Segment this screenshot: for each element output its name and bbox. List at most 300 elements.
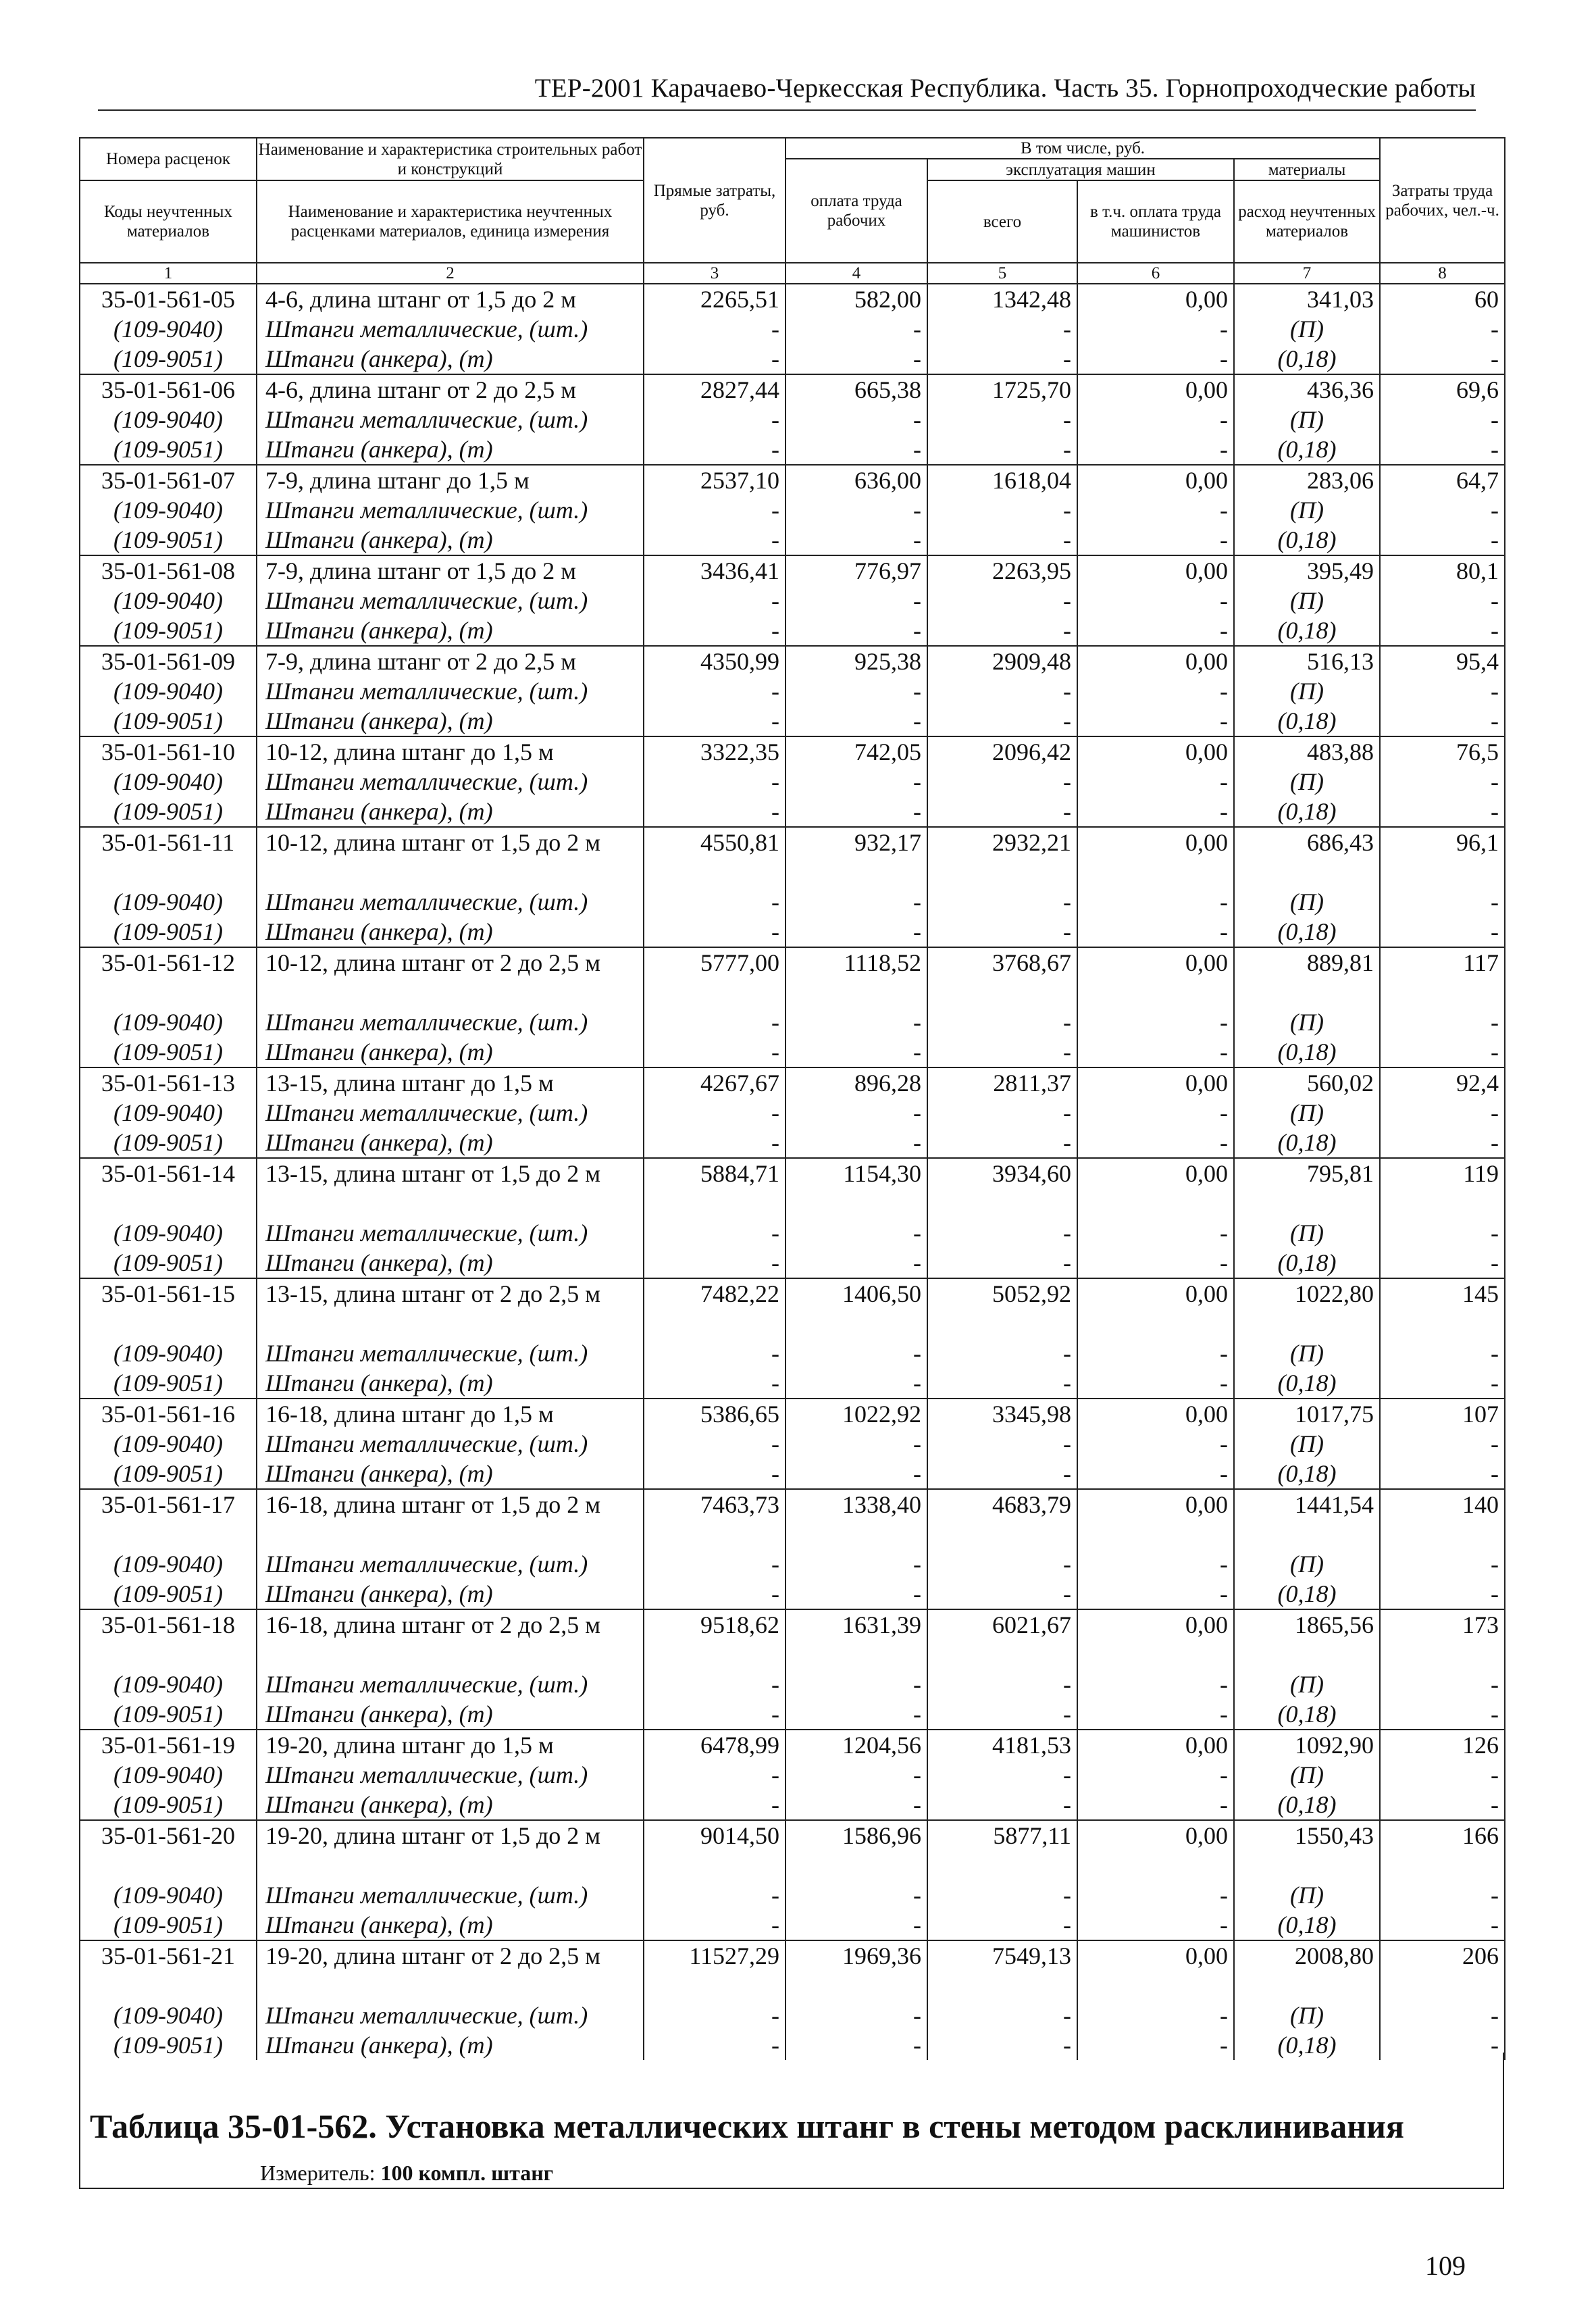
direct-costs: 5777,00	[644, 947, 786, 1007]
material-name: Штанги (анкера), (т)	[257, 1699, 644, 1730]
labor-dash: -	[1380, 1760, 1505, 1790]
material-name: Штанги металлические, (шт.)	[257, 1669, 644, 1699]
worker-wages-dash: -	[786, 1910, 927, 1940]
machinist-wages-dash: -	[1077, 1549, 1234, 1579]
machines-total-dash: -	[927, 2030, 1077, 2060]
table-row	[80, 1940, 1505, 2001]
machinist-wages-dash: -	[1077, 434, 1234, 465]
worker-wages: 1204,56	[786, 1730, 927, 1760]
worker-wages: 776,97	[786, 555, 927, 586]
material-sub-row	[80, 2001, 1505, 2030]
labor-hours: 60	[1380, 284, 1505, 314]
material-sub-row	[80, 1037, 1505, 1067]
material-usage: (П)	[1234, 1007, 1380, 1037]
machinist-wages-dash: -	[1077, 525, 1234, 555]
material-usage: (0,18)	[1234, 1248, 1380, 1278]
labor-dash: -	[1380, 1338, 1505, 1368]
material-name: Штанги металлические, (шт.)	[257, 1007, 644, 1037]
machines-total: 5052,92	[927, 1278, 1077, 1338]
page-number: 109	[1425, 2250, 1466, 2281]
direct-costs-dash: -	[644, 2001, 786, 2030]
machines-total-dash: -	[927, 1098, 1077, 1128]
worker-wages-dash: -	[786, 887, 927, 917]
material-code: (109-9040)	[80, 1098, 257, 1128]
material-sub-row	[80, 405, 1505, 434]
machines-total-dash: -	[927, 2001, 1077, 2030]
worker-wages-dash: -	[786, 314, 927, 344]
worker-wages: 636,00	[786, 465, 927, 495]
labor-dash: -	[1380, 1549, 1505, 1579]
direct-costs-dash: -	[644, 1098, 786, 1128]
column-number: 5	[927, 263, 1077, 284]
labor-hours: 145	[1380, 1278, 1505, 1338]
machines-total-dash: -	[927, 1128, 1077, 1158]
material-name: Штанги (анкера), (т)	[257, 917, 644, 947]
material-name: Штанги (анкера), (т)	[257, 1037, 644, 1067]
worker-wages-dash: -	[786, 1248, 927, 1278]
machinist-wages: 0,00	[1077, 555, 1234, 586]
labor-hours: 206	[1380, 1940, 1505, 2001]
material-usage: (П)	[1234, 2001, 1380, 2030]
rate-code: 35-01-561-19	[80, 1730, 257, 1760]
material-name: Штанги (анкера), (т)	[257, 615, 644, 646]
material-code: (109-9040)	[80, 405, 257, 434]
machinist-wages-dash: -	[1077, 767, 1234, 797]
material-name: Штанги металлические, (шт.)	[257, 405, 644, 434]
column-number: 3	[644, 263, 786, 284]
material-sub-row	[80, 1760, 1505, 1790]
col-machines-total-header: всего	[927, 180, 1077, 263]
worker-wages-dash: -	[786, 1218, 927, 1248]
worker-wages-dash: -	[786, 797, 927, 827]
material-name: Штанги металлические, (шт.)	[257, 586, 644, 615]
material-name: Штанги (анкера), (т)	[257, 1128, 644, 1158]
worker-wages: 665,38	[786, 374, 927, 405]
direct-costs-dash: -	[644, 1790, 786, 1820]
machinist-wages: 0,00	[1077, 736, 1234, 767]
rate-code: 35-01-561-14	[80, 1158, 257, 1218]
labor-hours: 69,6	[1380, 374, 1505, 405]
labor-hours: 107	[1380, 1399, 1505, 1429]
col-work-name-header: Наименование и характеристика строительных работ и конструкций	[257, 138, 644, 180]
machines-total-dash: -	[927, 1579, 1077, 1609]
labor-dash: -	[1380, 586, 1505, 615]
machinist-wages-dash: -	[1077, 586, 1234, 615]
material-name: Штанги металлические, (шт.)	[257, 1218, 644, 1248]
worker-wages: 1969,36	[786, 1940, 927, 2001]
machinist-wages: 0,00	[1077, 1278, 1234, 1338]
materials-cost: 1092,90	[1234, 1730, 1380, 1760]
material-code: (109-9051)	[80, 917, 257, 947]
machinist-wages: 0,00	[1077, 1067, 1234, 1098]
machines-total-dash: -	[927, 1037, 1077, 1067]
material-code: (109-9051)	[80, 1368, 257, 1399]
worker-wages: 932,17	[786, 827, 927, 887]
machines-total-dash: -	[927, 434, 1077, 465]
direct-costs-dash: -	[644, 1368, 786, 1399]
material-sub-row	[80, 917, 1505, 947]
material-code: (109-9051)	[80, 434, 257, 465]
material-usage: (П)	[1234, 314, 1380, 344]
labor-hours: 64,7	[1380, 465, 1505, 495]
material-usage: (П)	[1234, 676, 1380, 706]
direct-costs-dash: -	[644, 2030, 786, 2060]
material-sub-row	[80, 1098, 1505, 1128]
material-code: (109-9040)	[80, 1880, 257, 1910]
material-code: (109-9040)	[80, 676, 257, 706]
rate-code: 35-01-561-17	[80, 1489, 257, 1549]
material-sub-row	[80, 887, 1505, 917]
material-sub-row	[80, 1579, 1505, 1609]
machinist-wages-dash: -	[1077, 1098, 1234, 1128]
material-usage: (П)	[1234, 1880, 1380, 1910]
material-usage: (0,18)	[1234, 706, 1380, 736]
labor-dash: -	[1380, 525, 1505, 555]
work-name: 19-20, длина штанг от 2 до 2,5 м	[257, 1940, 644, 2001]
machines-total-dash: -	[927, 615, 1077, 646]
direct-costs-dash: -	[644, 1128, 786, 1158]
material-code: (109-9040)	[80, 767, 257, 797]
rate-code: 35-01-561-08	[80, 555, 257, 586]
machines-total-dash: -	[927, 1910, 1077, 1940]
labor-hours: 76,5	[1380, 736, 1505, 767]
labor-dash: -	[1380, 2001, 1505, 2030]
work-name: 4-6, длина штанг от 1,5 до 2 м	[257, 284, 644, 314]
material-sub-row	[80, 1699, 1505, 1730]
machines-total: 4683,79	[927, 1489, 1077, 1549]
table-row	[80, 1158, 1505, 1218]
machines-total: 2932,21	[927, 827, 1077, 887]
machines-total: 3345,98	[927, 1399, 1077, 1429]
machinist-wages: 0,00	[1077, 1158, 1234, 1218]
direct-costs-dash: -	[644, 706, 786, 736]
group-machines-header: эксплуатация машин	[927, 159, 1234, 180]
worker-wages-dash: -	[786, 1338, 927, 1368]
material-code: (109-9040)	[80, 1338, 257, 1368]
work-name: 10-12, длина штанг до 1,5 м	[257, 736, 644, 767]
rates-table	[79, 137, 1505, 2060]
material-name: Штанги (анкера), (т)	[257, 706, 644, 736]
machinist-wages: 0,00	[1077, 465, 1234, 495]
direct-costs-dash: -	[644, 405, 786, 434]
machinist-wages: 0,00	[1077, 1489, 1234, 1549]
labor-dash: -	[1380, 1910, 1505, 1940]
material-usage: (0,18)	[1234, 1790, 1380, 1820]
direct-costs-dash: -	[644, 797, 786, 827]
material-code: (109-9040)	[80, 887, 257, 917]
direct-costs-dash: -	[644, 1760, 786, 1790]
worker-wages-dash: -	[786, 1007, 927, 1037]
direct-costs-dash: -	[644, 676, 786, 706]
material-code: (109-9051)	[80, 1910, 257, 1940]
material-usage: (0,18)	[1234, 1037, 1380, 1067]
worker-wages: 582,00	[786, 284, 927, 314]
machinist-wages-dash: -	[1077, 1128, 1234, 1158]
direct-costs: 7463,73	[644, 1489, 786, 1549]
material-sub-row	[80, 525, 1505, 555]
direct-costs: 2265,51	[644, 284, 786, 314]
direct-costs-dash: -	[644, 887, 786, 917]
material-code: (109-9051)	[80, 1790, 257, 1820]
material-sub-row	[80, 1669, 1505, 1699]
material-code: (109-9051)	[80, 525, 257, 555]
machinist-wages-dash: -	[1077, 1790, 1234, 1820]
material-name: Штанги (анкера), (т)	[257, 1368, 644, 1399]
rate-code: 35-01-561-21	[80, 1940, 257, 2001]
material-name: Штанги (анкера), (т)	[257, 1579, 644, 1609]
worker-wages-dash: -	[786, 2001, 927, 2030]
material-sub-row	[80, 495, 1505, 525]
direct-costs-dash: -	[644, 344, 786, 374]
material-sub-row	[80, 1549, 1505, 1579]
direct-costs-dash: -	[644, 1699, 786, 1730]
material-code: (109-9051)	[80, 1248, 257, 1278]
material-name: Штанги (анкера), (т)	[257, 1910, 644, 1940]
worker-wages-dash: -	[786, 1669, 927, 1699]
worker-wages-dash: -	[786, 434, 927, 465]
direct-costs-dash: -	[644, 586, 786, 615]
material-code: (109-9040)	[80, 1218, 257, 1248]
labor-dash: -	[1380, 1790, 1505, 1820]
labor-hours: 95,4	[1380, 646, 1505, 676]
machinist-wages-dash: -	[1077, 1248, 1234, 1278]
machines-total-dash: -	[927, 405, 1077, 434]
materials-cost: 341,03	[1234, 284, 1380, 314]
materials-cost: 2008,80	[1234, 1940, 1380, 2001]
col-machinist-wages-header: в т.ч. оплата труда машинистов	[1077, 180, 1234, 263]
material-usage: (0,18)	[1234, 615, 1380, 646]
material-sub-row	[80, 1128, 1505, 1158]
worker-wages-dash: -	[786, 1549, 927, 1579]
material-usage: (П)	[1234, 1549, 1380, 1579]
rate-code: 35-01-561-10	[80, 736, 257, 767]
direct-costs-dash: -	[644, 1218, 786, 1248]
machines-total: 2811,37	[927, 1067, 1077, 1098]
direct-costs-dash: -	[644, 1910, 786, 1940]
work-name: 7-9, длина штанг до 1,5 м	[257, 465, 644, 495]
labor-hours: 92,4	[1380, 1067, 1505, 1098]
machinist-wages-dash: -	[1077, 1880, 1234, 1910]
machines-total: 7549,13	[927, 1940, 1077, 2001]
machinist-wages: 0,00	[1077, 1399, 1234, 1429]
work-name: 13-15, длина штанг от 2 до 2,5 м	[257, 1278, 644, 1338]
direct-costs-dash: -	[644, 1338, 786, 1368]
labor-dash: -	[1380, 405, 1505, 434]
machines-total-dash: -	[927, 1429, 1077, 1459]
labor-dash: -	[1380, 1007, 1505, 1037]
machines-total-dash: -	[927, 495, 1077, 525]
material-usage: (0,18)	[1234, 797, 1380, 827]
material-usage: (0,18)	[1234, 1910, 1380, 1940]
material-sub-row	[80, 344, 1505, 374]
material-name: Штанги (анкера), (т)	[257, 797, 644, 827]
material-usage: (0,18)	[1234, 1368, 1380, 1399]
col-rate-numbers-header: Номера расценок	[80, 138, 257, 180]
machines-total: 5877,11	[927, 1820, 1077, 1880]
machinist-wages-dash: -	[1077, 1579, 1234, 1609]
material-code: (109-9040)	[80, 1549, 257, 1579]
rate-code: 35-01-561-16	[80, 1399, 257, 1429]
machinist-wages-dash: -	[1077, 314, 1234, 344]
machines-total-dash: -	[927, 767, 1077, 797]
material-usage: (0,18)	[1234, 434, 1380, 465]
material-usage: (П)	[1234, 1098, 1380, 1128]
work-name: 7-9, длина штанг от 1,5 до 2 м	[257, 555, 644, 586]
worker-wages-dash: -	[786, 344, 927, 374]
material-usage: (0,18)	[1234, 344, 1380, 374]
worker-wages-dash: -	[786, 586, 927, 615]
worker-wages-dash: -	[786, 1760, 927, 1790]
material-code: (109-9051)	[80, 615, 257, 646]
next-table-title: Таблица 35-01-562. Установка металлических штанг в стены методом расклинивания	[90, 2107, 1404, 2145]
work-name: 4-6, длина штанг от 2 до 2,5 м	[257, 374, 644, 405]
labor-hours: 96,1	[1380, 827, 1505, 887]
material-sub-row	[80, 615, 1505, 646]
table-row	[80, 646, 1505, 676]
material-usage: (0,18)	[1234, 2030, 1380, 2060]
material-usage: (0,18)	[1234, 917, 1380, 947]
material-name: Штанги металлические, (шт.)	[257, 1338, 644, 1368]
materials-cost: 516,13	[1234, 646, 1380, 676]
worker-wages-dash: -	[786, 525, 927, 555]
machinist-wages-dash: -	[1077, 1669, 1234, 1699]
table-row	[80, 736, 1505, 767]
worker-wages-dash: -	[786, 1429, 927, 1459]
table-row	[80, 1609, 1505, 1669]
machines-total-dash: -	[927, 1007, 1077, 1037]
machinist-wages-dash: -	[1077, 1338, 1234, 1368]
table-body	[80, 284, 1505, 2060]
labor-dash: -	[1380, 344, 1505, 374]
rate-code: 35-01-561-20	[80, 1820, 257, 1880]
machines-total: 2096,42	[927, 736, 1077, 767]
machinist-wages: 0,00	[1077, 646, 1234, 676]
worker-wages: 1631,39	[786, 1609, 927, 1669]
unit-value: 100 компл. штанг	[380, 2161, 554, 2185]
labor-dash: -	[1380, 1098, 1505, 1128]
rates-table-wrap	[79, 137, 1504, 2060]
material-name: Штанги (анкера), (т)	[257, 525, 644, 555]
table-header	[80, 138, 1505, 284]
column-number: 8	[1380, 263, 1505, 284]
material-usage: (П)	[1234, 495, 1380, 525]
rate-code: 35-01-561-09	[80, 646, 257, 676]
worker-wages: 1118,52	[786, 947, 927, 1007]
machinist-wages-dash: -	[1077, 2030, 1234, 2060]
work-name: 10-12, длина штанг от 2 до 2,5 м	[257, 947, 644, 1007]
machines-total: 4181,53	[927, 1730, 1077, 1760]
column-numbers-row	[80, 263, 1505, 284]
material-usage: (0,18)	[1234, 1128, 1380, 1158]
material-sub-row	[80, 314, 1505, 344]
table-row	[80, 374, 1505, 405]
machines-total-dash: -	[927, 1338, 1077, 1368]
direct-costs: 7482,22	[644, 1278, 786, 1338]
col-material-usage-header: расход неучтенных материалов	[1234, 180, 1380, 263]
direct-costs-dash: -	[644, 525, 786, 555]
machines-total-dash: -	[927, 1368, 1077, 1399]
material-sub-row	[80, 1459, 1505, 1489]
worker-wages-dash: -	[786, 1459, 927, 1489]
material-name: Штанги металлические, (шт.)	[257, 1760, 644, 1790]
column-number: 4	[786, 263, 927, 284]
table-row	[80, 1820, 1505, 1880]
worker-wages-dash: -	[786, 1880, 927, 1910]
machines-total-dash: -	[927, 1218, 1077, 1248]
machinist-wages-dash: -	[1077, 1007, 1234, 1037]
machinist-wages-dash: -	[1077, 615, 1234, 646]
table-row	[80, 284, 1505, 314]
materials-cost: 483,88	[1234, 736, 1380, 767]
material-usage: (П)	[1234, 767, 1380, 797]
direct-costs: 11527,29	[644, 1940, 786, 2001]
material-usage: (П)	[1234, 1669, 1380, 1699]
materials-cost: 795,81	[1234, 1158, 1380, 1218]
rate-code: 35-01-561-05	[80, 284, 257, 314]
labor-dash: -	[1380, 615, 1505, 646]
materials-cost: 1017,75	[1234, 1399, 1380, 1429]
material-code: (109-9040)	[80, 1007, 257, 1037]
col-missing-codes-header: Коды неучтенных материалов	[80, 180, 257, 263]
machines-total-dash: -	[927, 797, 1077, 827]
rate-code: 35-01-561-15	[80, 1278, 257, 1338]
material-code: (109-9051)	[80, 2030, 257, 2060]
worker-wages: 742,05	[786, 736, 927, 767]
work-name: 19-20, длина штанг до 1,5 м	[257, 1730, 644, 1760]
machinist-wages: 0,00	[1077, 827, 1234, 887]
material-sub-row	[80, 1429, 1505, 1459]
labor-dash: -	[1380, 1699, 1505, 1730]
labor-dash: -	[1380, 767, 1505, 797]
labor-hours: 126	[1380, 1730, 1505, 1760]
material-sub-row	[80, 706, 1505, 736]
materials-cost: 1441,54	[1234, 1489, 1380, 1549]
material-code: (109-9051)	[80, 706, 257, 736]
rate-code: 35-01-561-12	[80, 947, 257, 1007]
labor-dash: -	[1380, 314, 1505, 344]
material-sub-row	[80, 1218, 1505, 1248]
rate-code: 35-01-561-13	[80, 1067, 257, 1098]
table-row	[80, 1730, 1505, 1760]
machinist-wages-dash: -	[1077, 887, 1234, 917]
worker-wages: 1338,40	[786, 1489, 927, 1549]
materials-cost: 1550,43	[1234, 1820, 1380, 1880]
material-name: Штанги металлические, (шт.)	[257, 1098, 644, 1128]
machinist-wages-dash: -	[1077, 344, 1234, 374]
worker-wages: 925,38	[786, 646, 927, 676]
next-table-unit	[260, 2161, 553, 2186]
direct-costs: 3322,35	[644, 736, 786, 767]
material-usage: (П)	[1234, 586, 1380, 615]
labor-dash: -	[1380, 1037, 1505, 1067]
machines-total-dash: -	[927, 314, 1077, 344]
direct-costs: 2537,10	[644, 465, 786, 495]
material-name: Штанги металлические, (шт.)	[257, 495, 644, 525]
material-code: (109-9051)	[80, 1037, 257, 1067]
material-name: Штанги металлические, (шт.)	[257, 1880, 644, 1910]
direct-costs-dash: -	[644, 615, 786, 646]
worker-wages-dash: -	[786, 1579, 927, 1609]
machines-total: 3934,60	[927, 1158, 1077, 1218]
material-usage: (0,18)	[1234, 1459, 1380, 1489]
labor-dash: -	[1380, 1218, 1505, 1248]
material-name: Штанги металлические, (шт.)	[257, 887, 644, 917]
col-wages-header: оплата труда рабочих	[786, 159, 927, 263]
machinist-wages-dash: -	[1077, 1429, 1234, 1459]
work-name: 7-9, длина штанг от 2 до 2,5 м	[257, 646, 644, 676]
machines-total-dash: -	[927, 887, 1077, 917]
direct-costs: 9014,50	[644, 1820, 786, 1880]
